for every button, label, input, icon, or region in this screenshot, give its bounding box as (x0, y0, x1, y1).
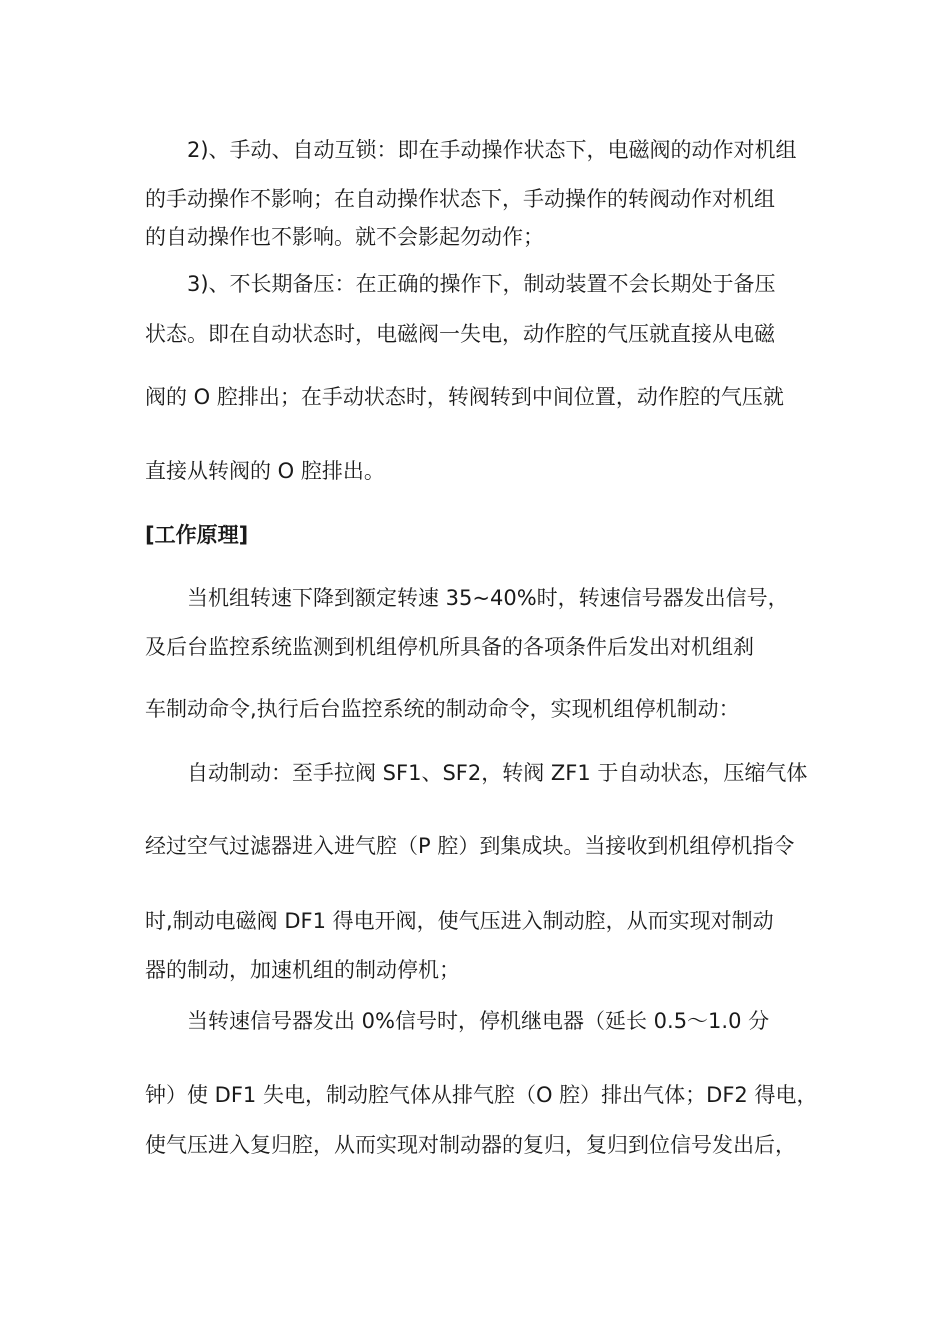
paragraph-line: 直接从转阀的 O 腔排出。 (145, 459, 385, 483)
paragraph-line: 3)、不长期备压：在正确的操作下，制动装置不会长期处于备压 (187, 272, 776, 296)
paragraph-line: 自动制动：至手拉阀 SF1、SF2，转阀 ZF1 于自动状态，压缩气体 (187, 761, 808, 785)
section-heading: [工作原理] (145, 523, 249, 547)
paragraph-line: 使气压进入复归腔，从而实现对制动器的复归，复归到位信号发出后， (145, 1133, 796, 1157)
paragraph-line: 器的制动，加速机组的制动停机； (145, 958, 460, 982)
paragraph-line: 的手动操作不影响；在自动操作状态下，手动操作的转阀动作对机组 (145, 187, 775, 211)
paragraph-line: 当机组转速下降到额定转速 35~40%时，转速信号器发出信号， (187, 586, 789, 610)
paragraph-line: 钟）使 DF1 失电，制动腔气体从排气腔（O 腔）排出气体；DF2 得电， (145, 1083, 818, 1107)
paragraph-line: 2)、手动、自动互锁：即在手动操作状态下，电磁阀的动作对机组 (187, 138, 797, 162)
paragraph-line: 车制动命令,执行后台监控系统的制动命令，实现机组停机制动： (145, 697, 740, 721)
paragraph-line: 时,制动电磁阀 DF1 得电开阀，使气压进入制动腔，从而实现对制动 (145, 909, 774, 933)
paragraph-line: 的自动操作也不影响。就不会影起勿动作； (145, 225, 544, 249)
paragraph-line: 当转速信号器发出 0%信号时，停机继电器（延长 0.5～1.0 分 (187, 1009, 770, 1033)
paragraph-line: 阀的 O 腔排出；在手动状态时，转阀转到中间位置，动作腔的气压就 (145, 385, 784, 409)
paragraph-line: 状态。即在自动状态时，电磁阀一失电，动作腔的气压就直接从电磁 (145, 322, 775, 346)
paragraph-line: 经过空气过滤器进入进气腔（P 腔）到集成块。当接收到机组停机指令 (145, 834, 795, 858)
paragraph-line: 及后台监控系统监测到机组停机所具备的各项条件后发出对机组刹 (145, 635, 754, 659)
